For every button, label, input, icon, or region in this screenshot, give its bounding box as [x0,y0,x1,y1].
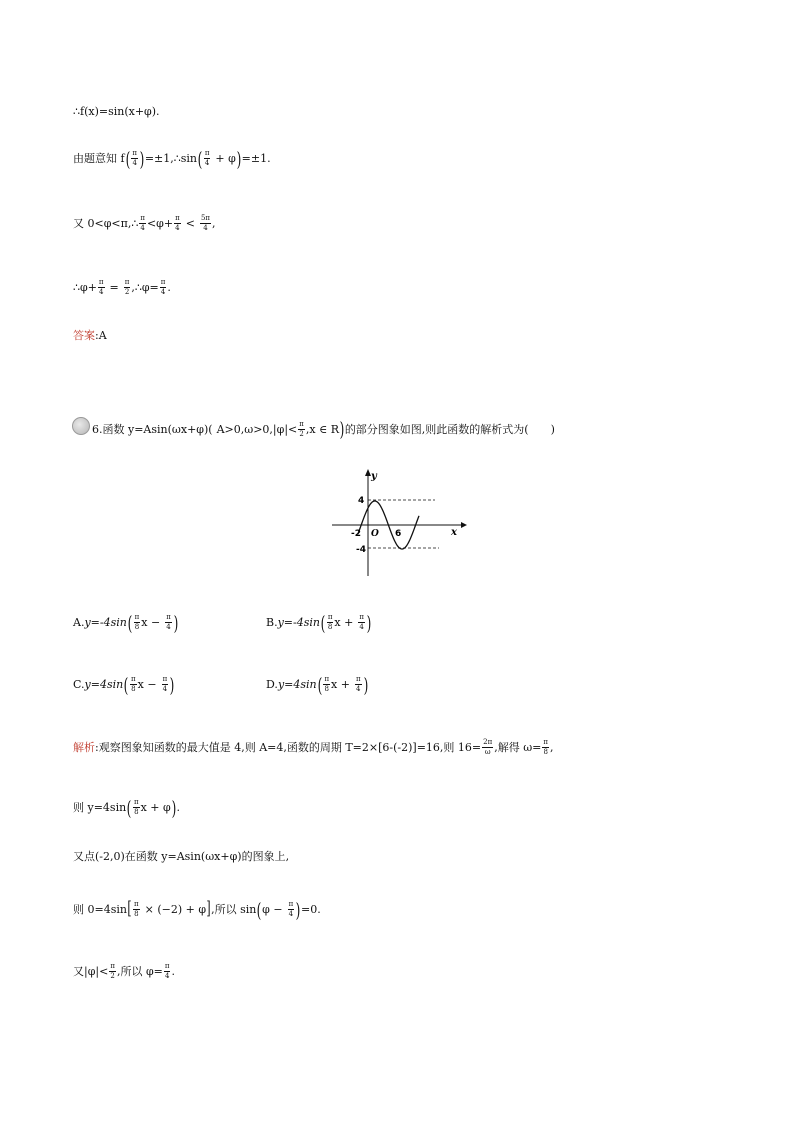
text-line-2 [73,146,271,171]
right-paren: ) [236,146,242,171]
fraction-pi-over-8: $\frac{\pi}{8}$ [324,675,330,693]
fraction-pi-over-8: $\frac{\pi}{8}$ [134,798,139,816]
answer-line [73,330,107,341]
fraction-pi-over-8: $\frac{\pi}{8}$ [131,675,136,693]
option-b[interactable]: B. y=-4sin ( $\frac{\pi}{8}$ x + $\frac{\pi}{4}$ ) [266,610,372,635]
origin-label: O [371,529,379,539]
fraction-pi-over-2: $\frac{\pi}{2}$ [299,419,304,438]
fraction-pi-over-2: $\frac{\pi}{2}$ [124,278,130,296]
fraction-pi-over-8: $\frac{\pi}{8}$ [134,613,140,631]
fraction-pi-over-4: $\frac{\pi}{4}$ [204,149,210,167]
solution-line-4: 则 0=4sin [ $\frac{\pi}{8}$ × (−2) + φ ] ,所以 sin ( φ − $\frac{\pi}{4}$ ) =0. [73,897,321,922]
option-b-op: x + [334,616,354,629]
fraction-pi-over-4: $\frac{\pi}{4}$ [288,900,294,918]
solution-1-b: ,解得 ω= [494,741,542,754]
fraction-pi-over-4: $\frac{\pi}{4}$ [166,613,171,631]
option-a-func: y=-4sin [84,616,127,629]
question-6 [72,417,555,441]
option-d-op: x + [331,678,350,691]
text-line-1 [73,106,160,117]
line-3-part-d: , [212,217,216,230]
fraction-pi-over-8: $\frac{\pi}{8}$ [134,900,139,918]
option-a-op: x − [141,616,161,629]
sine-graph [327,468,467,580]
option-b-func: y=-4sin [277,616,320,629]
solution-5-c: . [171,965,175,978]
solution-2-c: . [176,801,181,814]
solution-4-c: ,所以 sin [211,903,257,916]
solution-5-b: ,所以 φ= [116,965,163,978]
line-4-part-c: ,∴φ= [131,281,159,294]
option-a[interactable]: A. y=-4sin ( $\frac{\pi}{8}$ x − $\frac{\pi}{4}$ ) [73,610,179,635]
solution-2-b: x + φ [140,801,171,814]
line-3-part-a: 又 0<φ<π,∴ [73,217,139,230]
solution-3: 又点(-2,0)在函数 y=Asin(ωx+φ)的图象上, [73,850,290,863]
tick-label-neg4: -4 [356,545,366,555]
line-4-part-b: = [109,281,119,294]
y-axis-label: y [371,471,377,482]
fraction-pi-over-2: $\frac{\pi}{2}$ [110,962,115,980]
fraction-pi-over-4: $\frac{\pi}{4}$ [160,278,166,296]
solution-1-a: :观察图象知函数的最大值是 4,则 A=4,函数的周期 T=2×[6-(-2)]=16,则 16= [95,741,482,754]
question-text-b: A>0,ω>0,|φ|< [216,422,298,436]
solution-4-d: φ − [262,903,283,916]
answer-value: :A [95,329,107,342]
solution-line-3 [73,851,289,862]
question-bullet-icon [72,417,90,435]
x-axis-arrow-icon [461,522,467,528]
fraction-pi-over-4: $\frac{\pi}{4}$ [359,613,364,631]
option-c-letter: C. [73,678,85,691]
tick-label-4: 4 [358,496,365,506]
option-c[interactable]: C. y=4sin ( $\frac{\pi}{8}$ x − $\frac{\pi}{4}$ ) [73,672,175,697]
question-text-d: 的部分图象如图,则此函数的解析式为( [344,422,529,436]
line-3-part-b: <φ+ [146,217,174,230]
question-text-e: ) [550,422,555,436]
line-2-part-b: =±1,∴sin [144,152,197,165]
line-2-part-c: + φ [215,152,236,165]
option-a-letter: A. [73,616,85,629]
tick-label-6: 6 [395,529,402,539]
line-2-part-a: 由题意知 f [73,152,125,165]
solution-line-2: 则 y=4sin ( $\frac{\pi}{8}$ x + φ ) . [73,795,181,820]
fraction-pi-over-8: $\frac{\pi}{8}$ [543,738,548,756]
left-paren: ( [125,146,130,171]
fraction-pi-over-4: $\frac{\pi}{4}$ [162,675,168,693]
option-c-func: y=4sin [84,678,124,691]
line-1-text: ∴f(x)=sin(x+φ). [73,105,160,118]
question-text-a: 函数 y=Asin(ωx+φ)( [102,422,213,436]
left-paren: ( [197,146,203,171]
solution-5-a: 又|φ|< [73,965,109,978]
fraction-pi-over-4: $\frac{\pi}{4}$ [355,675,361,693]
fraction-pi-over-4: $\frac{\pi}{4}$ [140,214,145,232]
solution-4-b: × (−2) + φ [144,903,207,916]
text-line-3 [73,215,216,232]
option-d-letter: D. [266,678,278,691]
text-line-4 [73,279,171,296]
fraction-2pi-over-omega: $\frac{2\pi}{\omega}$ [483,738,493,756]
solution-1-c: , [550,741,554,754]
solution-4-e: =0. [300,903,321,916]
right-paren: ) [339,417,345,441]
solution-2-a: 则 y=4sin [73,801,127,814]
fraction-pi-over-4: $\frac{\pi}{4}$ [132,149,137,167]
line-4-part-d: . [167,281,171,294]
solution-line-5 [73,963,175,980]
option-c-op: x − [137,678,157,691]
right-paren: ) [139,146,145,171]
tick-label-neg2: -2 [351,529,361,539]
option-d-func: y=4sin [277,678,317,691]
option-b-letter: B. [266,616,278,629]
fraction-pi-over-4: $\frac{\pi}{4}$ [98,278,104,296]
options-row-2 [73,672,368,697]
solution-label: 解析 [73,741,95,754]
answer-label: 答案 [73,329,95,342]
fraction-5pi-over-4: $\frac{5\pi}{4}$ [200,214,210,232]
x-axis-label: x [451,527,457,538]
solution-line-1 [73,739,554,756]
question-text-c: ,x ∈ R [305,422,339,436]
option-d[interactable]: D. y=4sin ( $\frac{\pi}{8}$ x + $\frac{\pi}{4}$ ) [266,672,368,697]
fraction-pi-over-4: $\frac{\pi}{4}$ [164,962,170,980]
line-4-part-a: ∴φ+ [73,281,97,294]
fraction-pi-over-8: $\frac{\pi}{8}$ [327,613,333,631]
line-2-part-d: =±1. [241,152,271,165]
options-row-1 [73,610,372,635]
question-number: 6. [92,422,103,436]
fraction-pi-over-4: $\frac{\pi}{4}$ [175,214,180,232]
line-3-part-c: < [185,217,195,230]
solution-4-a: 则 0=4sin [73,903,127,916]
